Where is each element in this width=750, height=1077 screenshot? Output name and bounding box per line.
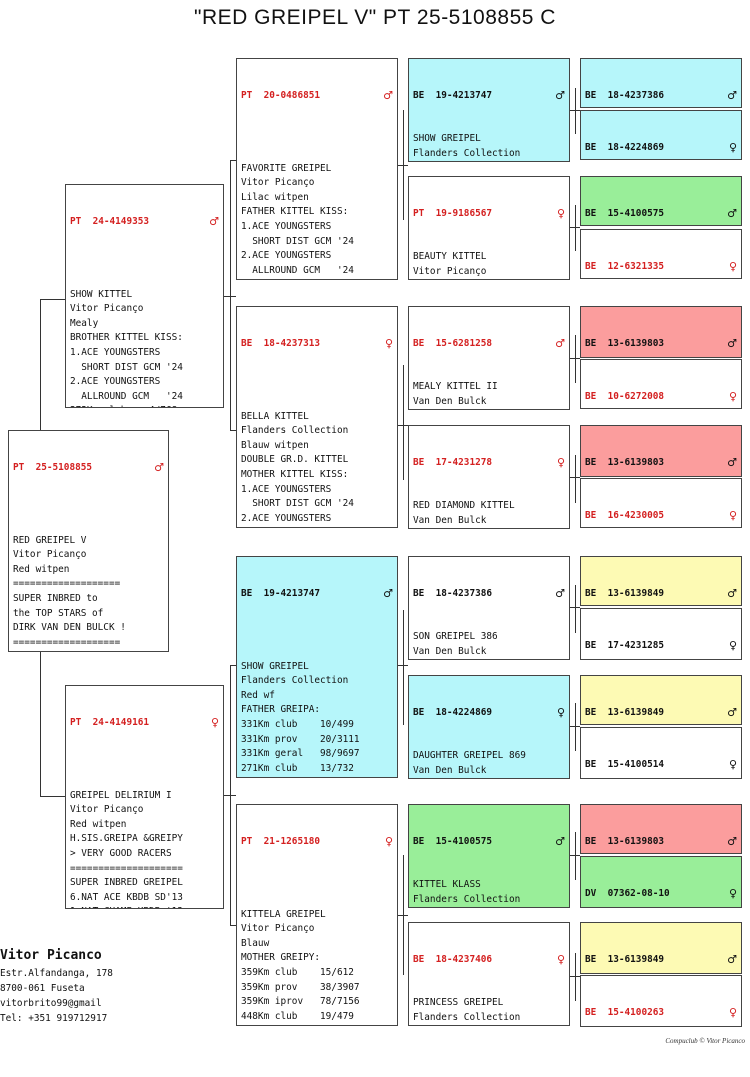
- connector-line: [575, 88, 576, 134]
- connector-line: [575, 205, 576, 251]
- female-icon: ♀: [728, 260, 737, 274]
- pigeon-card-root[interactable]: [8, 430, 169, 652]
- ring-number: BE 13-6139849 ♂: [585, 953, 737, 967]
- connector-line: [40, 652, 41, 796]
- card-lines: PRINCESS GREIPEL Flanders Collection: [413, 997, 521, 1023]
- card-lines: KITTEL KLASS Flanders Collection: [413, 879, 521, 905]
- ring-number: BE 13-6139849 ♂: [585, 706, 737, 720]
- connector-line: [403, 365, 404, 480]
- card-lines: DAUGHTER GREIPEL 869 Van Den Bulck: [413, 750, 526, 776]
- female-icon: ♀: [728, 141, 737, 155]
- male-icon: ♂: [209, 215, 219, 229]
- connector-line: [403, 110, 404, 220]
- ring-number: PT 24-4149161 ♀: [70, 716, 219, 730]
- ring-number: PT 19-9186567 ♀: [413, 207, 565, 221]
- ring-number: BE 15-4100575 ♂: [585, 207, 737, 221]
- female-icon: ♀: [384, 337, 393, 351]
- owner-name: Vitor Picanco: [0, 948, 102, 963]
- male-icon: ♂: [727, 953, 737, 967]
- connector-line: [575, 953, 576, 1001]
- ring-number: BE 15-4100514 ♀: [585, 758, 737, 772]
- ring-number: BE 13-6139803 ♂: [585, 456, 737, 470]
- ring-number: DV 07362-08-10 ♀: [585, 887, 737, 901]
- female-icon: ♀: [556, 706, 565, 720]
- male-icon: ♂: [383, 587, 393, 601]
- ring-number: BE 18-4237386 ♂: [413, 587, 565, 601]
- female-icon: ♀: [384, 835, 393, 849]
- ring-number: BE 15-6281258 ♂: [413, 337, 565, 351]
- pigeon-card-sd[interactable]: [236, 306, 398, 528]
- pigeon-card-g4[interactable]: [580, 229, 742, 279]
- male-icon: ♂: [555, 89, 565, 103]
- pigeon-card-ssd[interactable]: [408, 176, 570, 280]
- pigeon-card-sss[interactable]: [408, 58, 570, 162]
- male-icon: ♂: [727, 835, 737, 849]
- pigeon-card-g7[interactable]: [580, 425, 742, 477]
- owner-address-line: 8700-061 Fuseta: [0, 983, 85, 994]
- connector-line: [575, 335, 576, 383]
- pigeon-card-g10[interactable]: [580, 608, 742, 660]
- ring-number: BE 10-6272008 ♀: [585, 390, 737, 404]
- pigeon-card-g5[interactable]: [580, 306, 742, 358]
- ring-number: BE 12-6321335 ♀: [585, 260, 737, 274]
- female-icon: ♀: [728, 390, 737, 404]
- ring-number: PT 24-4149353 ♂: [70, 215, 219, 229]
- pigeon-card-sds[interactable]: [408, 306, 570, 410]
- female-icon: ♀: [556, 953, 565, 967]
- pigeon-card-dss[interactable]: [408, 556, 570, 660]
- pigeon-card-sire[interactable]: [65, 184, 224, 408]
- female-icon: ♀: [210, 716, 219, 730]
- owner-address-line: Estr.Alfandanga, 178: [0, 968, 113, 979]
- pigeon-card-g15[interactable]: [580, 922, 742, 974]
- card-lines: SHOW GREIPEL Flanders Collection: [413, 133, 521, 159]
- female-icon: ♀: [556, 456, 565, 470]
- ring-number: BE 19-4213747 ♂: [413, 89, 565, 103]
- card-lines: SHOW GREIPEL Flanders Collection Red wf FATHER GREIPA: 331Km club 10/499 331Km prov 20/3111 331Km geral 98/9697 271Km club 13/732: [241, 660, 360, 774]
- ring-number: BE 13-6139803 ♂: [585, 337, 737, 351]
- ring-number: BE 18-4237386 ♂: [585, 89, 737, 103]
- connector-line: [40, 299, 41, 431]
- pigeon-card-g14[interactable]: [580, 856, 742, 908]
- card-lines: SON GREIPEL 386 Van Den Bulck: [413, 631, 498, 657]
- male-icon: ♂: [727, 207, 737, 221]
- card-lines: MEALY KITTEL II Van Den Bulck: [413, 381, 498, 407]
- ring-number: BE 15-4100263 ♀: [585, 1006, 737, 1020]
- pigeon-card-ds[interactable]: [236, 556, 398, 778]
- pigeon-card-dd[interactable]: [236, 804, 398, 1026]
- pigeon-card-g8[interactable]: [580, 478, 742, 528]
- page-title: "RED GREIPEL V" PT 25-5108855 C: [194, 6, 556, 29]
- pigeon-card-g1[interactable]: [580, 58, 742, 108]
- female-icon: ♀: [728, 887, 737, 901]
- ring-number: BE 17-4231278 ♀: [413, 456, 565, 470]
- ring-number: BE 18-4237406 ♀: [413, 953, 565, 967]
- ring-number: PT 21-1265180 ♀: [241, 835, 393, 849]
- ring-number: PT 20-0486851 ♂: [241, 89, 393, 103]
- pigeon-card-dam[interactable]: [65, 685, 224, 909]
- card-lines: BEAUTY KITTEL Vitor Picanço: [413, 251, 487, 277]
- owner-phone: Tel: +351 919712917: [0, 1013, 108, 1024]
- ring-number: PT 25-5108855 ♂: [13, 461, 164, 475]
- ring-number: BE 15-4100575 ♂: [413, 835, 565, 849]
- card-lines: FAVORITE GREIPEL Vitor Picanço Lilac witpen FATHER KITTEL KISS: 1.ACE YOUNGSTERS SHORT DIST GCM '24 2.ACE YOUNGSTERS ALLROUND GCM '24: [241, 162, 354, 276]
- pigeon-card-sdd[interactable]: [408, 425, 570, 529]
- ring-number: BE 18-4224869 ♀: [585, 141, 737, 155]
- card-lines: KITTELA GREIPEL Vitor Picanço Blauw MOTHER GREIPY: 359Km club 15/612 359Km prov 38/3907 359Km iprov 78/7156 448Km club 19/479: [241, 908, 360, 1022]
- female-icon: ♀: [728, 509, 737, 523]
- connector-line: [575, 703, 576, 751]
- connector-line: [403, 855, 404, 975]
- connector-line: [230, 665, 231, 925]
- ring-number: BE 13-6139803 ♂: [585, 835, 737, 849]
- pigeon-card-ddd[interactable]: [408, 922, 570, 1026]
- ring-number: BE 13-6139849 ♂: [585, 587, 737, 601]
- owner-contact: [0, 948, 113, 1026]
- male-icon: ♂: [555, 337, 565, 351]
- female-icon: ♀: [728, 1006, 737, 1020]
- card-lines: SHOW KITTEL Vitor Picanço Mealy BROTHER KITTEL KISS: 1.ACE YOUNGSTERS SHORT DIST GCM '24 2.ACE YOUNGSTERS ALLROUND GCM '24: [70, 288, 183, 402]
- pigeon-card-ss[interactable]: [236, 58, 398, 280]
- owner-email: vitorbrito99@gmail: [0, 998, 102, 1009]
- pigeon-card-g11[interactable]: [580, 675, 742, 725]
- connector-line: [403, 610, 404, 725]
- male-icon: ♂: [555, 587, 565, 601]
- card-lines: RED DIAMOND KITTEL Van Den Bulck: [413, 500, 515, 526]
- connector-line: [40, 299, 65, 300]
- pigeon-card-dsd[interactable]: [408, 675, 570, 779]
- connector-line: [575, 585, 576, 633]
- card-lines: BELLA KITTEL Flanders Collection Blauw witpen DOUBLE GR.D. KITTEL MOTHER KITTEL KISS: 1.ACE YOUNGSTERS SHORT DIST GCM '24 2.ACE YOUNGSTERS: [241, 410, 354, 524]
- pigeon-card-g2[interactable]: [580, 110, 742, 160]
- female-icon: ♀: [556, 207, 565, 221]
- pigeon-card-g12[interactable]: [580, 727, 742, 779]
- male-icon: ♂: [555, 835, 565, 849]
- male-icon: ♂: [727, 706, 737, 720]
- pigeon-card-dds[interactable]: [408, 804, 570, 908]
- ring-number: BE 16-4230005 ♀: [585, 509, 737, 523]
- male-icon: ♂: [727, 337, 737, 351]
- pigeon-card-g13[interactable]: [580, 804, 742, 854]
- pigeon-card-g3[interactable]: [580, 176, 742, 226]
- male-icon: ♂: [383, 89, 393, 103]
- pigeon-card-g16[interactable]: [580, 975, 742, 1027]
- ring-number: BE 18-4224869 ♀: [413, 706, 565, 720]
- ring-number: BE 18-4237313 ♀: [241, 337, 393, 351]
- female-icon: ♀: [728, 758, 737, 772]
- pigeon-card-g6[interactable]: [580, 359, 742, 409]
- female-icon: ♀: [728, 639, 737, 653]
- connector-line: [230, 160, 231, 430]
- card-lines: RED GREIPEL V Vitor Picanço Red witpen =================== SUPER INBRED to the TOP STARS of DIRK VAN DEN BULCK ! ===================: [13, 534, 126, 648]
- footer-credit: Compuclub © Vitor Picanco: [665, 1037, 745, 1045]
- male-icon: ♂: [727, 587, 737, 601]
- male-icon: ♂: [727, 456, 737, 470]
- male-icon: ♂: [154, 461, 164, 475]
- connector-line: [575, 455, 576, 503]
- connector-line: [575, 832, 576, 880]
- pigeon-card-g9[interactable]: [580, 556, 742, 606]
- connector-line: [40, 796, 65, 797]
- ring-number: BE 17-4231285 ♀: [585, 639, 737, 653]
- ring-number: BE 19-4213747 ♂: [241, 587, 393, 601]
- male-icon: ♂: [727, 89, 737, 103]
- card-lines: GREIPEL DELIRIUM I Vitor Picanço Red witpen H.SIS.GREIPA &GREIPY > VERY GOOD RACERS ==================== SUPER INBRED GREIPEL 6.NAT ACE KBDB SD'13: [70, 789, 183, 903]
